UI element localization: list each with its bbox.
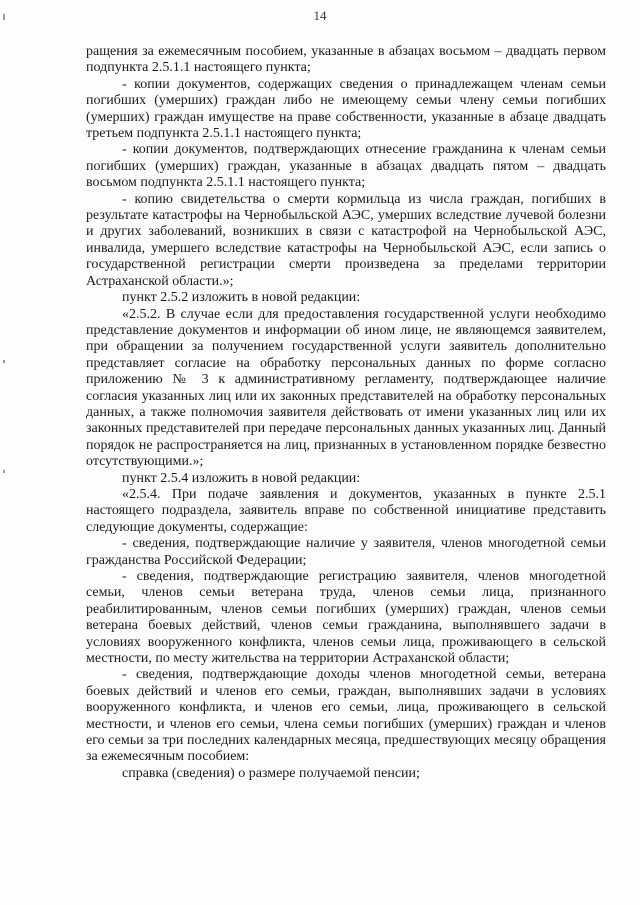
paragraph: - копии документов, подтверждающих отнесение гражданина к членам семьи погибших (умерших) граждан, указанные в абзацах двадцать пятом – двадцать восьмом подпункта 2.5.1.1 настоящего пункта; bbox=[86, 142, 606, 191]
paragraph: «2.5.4. При подаче заявления и документов, указанных в пункте 2.5.1 настоящего подраздела, заявитель вправе по собственной инициативе представить следующие документы, содержащие: bbox=[86, 486, 606, 535]
paragraph: ращения за ежемесячным пособием, указанные в абзацах восьмом – двадцать первом подпункта 2.5.1.1 настоящего пункта; bbox=[86, 44, 606, 76]
paragraph: пункт 2.5.2 изложить в новой редакции: bbox=[122, 290, 361, 306]
document-body bbox=[86, 44, 606, 782]
scan-artifact bbox=[3, 360, 5, 363]
paragraph: - сведения, подтверждающие регистрацию заявителя, членов многодетной семьи, членов семьи ветерана труда, членов семьи лица, признанного реабилитированным, членов семьи погибших (умерших) граждан, членов семьи ветерана боевых действий, членов семьи гражданина, выполнявшего задачи в условиях вооруженного конфликта, членов семьи лица, проживающего в сельской местности, по месту жительства на территории Астраханской области; bbox=[86, 569, 606, 667]
paragraph: - копию свидетельства о смерти кормильца из числа граждан, погибших в результате катастрофы на Чернобыльской АЭС, умерших вследствие лучевой болезни и других заболеваний, возникших в связи с катастрофой на Чернобыльской АЭС, инвалида, умершего вследствие катастрофы на Чернобыльской АЭС, если запись о государственной регистрации смерти произведена за пределами территории Астраханской области.»; bbox=[86, 191, 606, 289]
paragraph: «2.5.2. В случае если для предоставления государственной услуги необходимо представление документов и информации об ином лице, не являющемся заявителем, при обращении за получением государственной услуги заявитель дополнительно представляет согласие на обработку персональных данных по форме согласно приложению № 3 к административному регламенту, подтверждающее наличие согласия указанных лиц или их законных представителей на обработку персональных данных, а также полномочия заявителя действовать от имени указанных лиц или их законных представителей при передаче персональных данных указанных лиц. Данный порядок не распространяется на лиц, признанных в установленном порядке безвестно отсутствующими.»; bbox=[86, 306, 606, 470]
paragraph: - сведения, подтверждающие доходы членов многодетной семьи, ветерана боевых действий и членов его семьи, граждан, выполнявших задачи в условиях вооруженного конфликта, и членов его семьи, лица, проживающего в сельской местности, и членов его семьи, члена семьи погибших (умерших) граждан и членов его семьи за три последних календарных месяца, предшествующих месяцу обращения за ежемесячным пособием: bbox=[86, 667, 606, 765]
paragraph: пункт 2.5.4 изложить в новой редакции: bbox=[122, 470, 361, 486]
paragraph: справка (сведения) о размере получаемой пенсии; bbox=[122, 765, 420, 781]
page-number: 14 bbox=[313, 8, 327, 23]
paragraph: - копии документов, содержащих сведения о принадлежащем членам семьи погибших (умерших) граждан либо не имеющему семьи члену семьи погибших (умерших) граждан имуществе на праве собственности, указанные в абзаце двадцать третьем подпункта 2.5.1.1 настоящего пункта; bbox=[86, 76, 606, 142]
scan-artifact bbox=[3, 470, 5, 473]
paragraph: - сведения, подтверждающие наличие у заявителя, членов многодетной семьи гражданства Российской Федерации; bbox=[86, 536, 606, 568]
